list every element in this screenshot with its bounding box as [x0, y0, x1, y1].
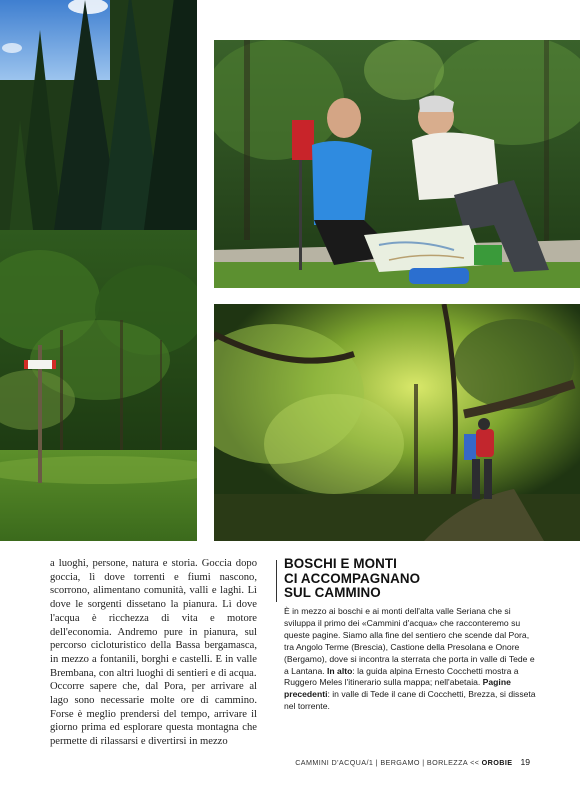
- caption-title: [284, 557, 544, 601]
- article-body-text: [50, 557, 257, 749]
- caption-text-previous: : in valle di Tede il cane di Cocchetti, Brezza, si disseta nel torrente.: [284, 689, 536, 712]
- caption-title-line: CI ACCOMPAGNANO: [284, 570, 421, 586]
- caption-label-above: In alto: [327, 665, 353, 676]
- caption-title-line: SUL CAMMINO: [284, 585, 381, 601]
- caption-title-line: BOSCHI E MONTI: [284, 556, 397, 571]
- page-footer: [295, 757, 530, 767]
- caption-intro: È in mezzo ai boschi e ai monti dell'alta valle Seriana che si sviluppa il primo dei «Cammini d'acqua» che racconteremo su queste pagine. Siamo alla fine del sentiero che scende dal Pora, tra Angolo Terme (Brescia), Castione della Presolana e Onore (Bergamo), dove si incontra la sterrata che porta in valle di Tede e a Lantana.: [284, 606, 535, 676]
- caption-text: [284, 606, 538, 713]
- caption-divider: [276, 560, 277, 602]
- body-paragraph: Occorre sapere che, dal Pora, per arrivare al lago sono necessarie molte ore di cammino. Forse è meglio prendersi del tempo, arrivare il giorno prima ed esplorare questa montagna che permette di rilassarsi e divertirsi in mezzo: [50, 681, 257, 748]
- page-number: 19: [520, 757, 530, 767]
- caption-text-above: : la guida alpina Ernesto Cocchetti mostra a Ruggero Meles l'itinerario sulla mappa; nell'abetaia.: [284, 665, 519, 688]
- forest-trail-signpost-photo: [0, 0, 197, 541]
- body-paragraph: a luoghi, persone, natura e storia. Goccia dopo goccia, lì dove torrenti e fiumi nascono, scorrono, alimentano comunità, valli e laghi. Lì dove le sorgenti dissetano la pianura. Lì dove l'acqua è ricchezza di vita e motore dell'economia. Andremo pure in pianura, sul percorso cicloturistico della Bassa bergamasca, in mezzo a fontanili, borghi e castelli. E in valle Brembana, con altri luoghi di sentieri e di acqua.: [50, 558, 257, 679]
- caption-label-previous: Pagine precedenti: [284, 677, 511, 700]
- footer-series: CAMMINI D'ACQUA/1 | BERGAMO | BORLEZZA <<: [295, 758, 480, 767]
- footer-brand: OROBIE: [481, 758, 513, 767]
- hiker-in-woodland-photo: [214, 304, 580, 541]
- hikers-reading-map-photo: [214, 40, 580, 288]
